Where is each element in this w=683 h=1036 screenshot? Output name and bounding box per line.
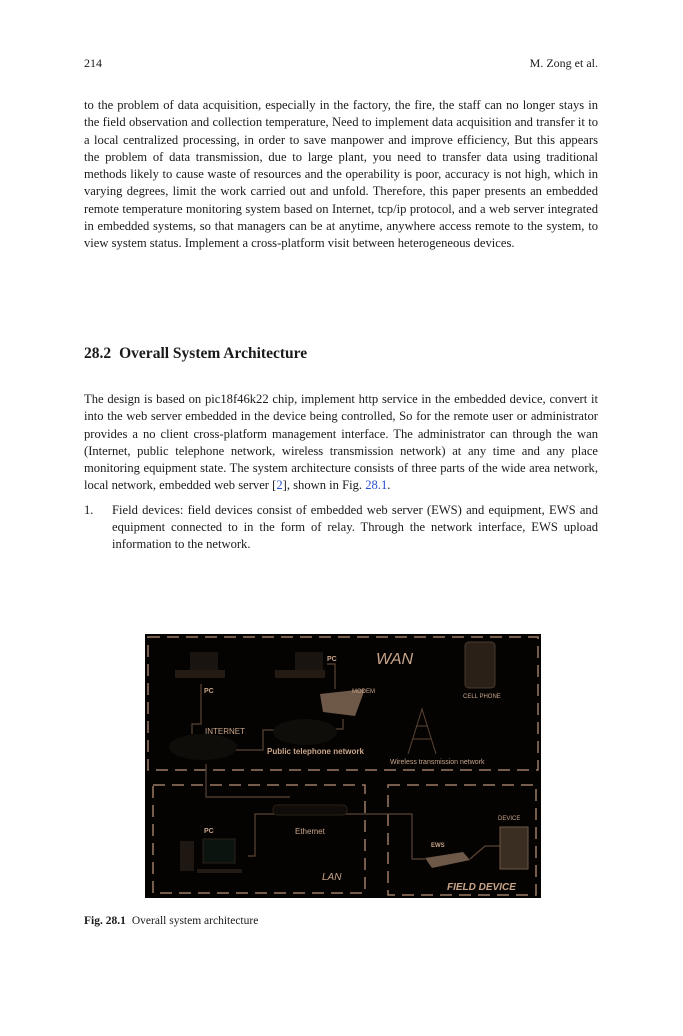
running-header	[84, 56, 598, 71]
wan-label: WAN	[376, 651, 414, 668]
pc-top-left-icon	[175, 652, 225, 678]
tower-icon	[408, 709, 436, 754]
architecture-figure	[145, 634, 541, 898]
section-title: Overall System Architecture	[119, 345, 308, 362]
pstn-label: Public telephone network	[267, 747, 364, 756]
cell-phone-icon	[465, 642, 495, 688]
pc-label: PC	[204, 828, 214, 835]
ethernet-label: Ethemet	[295, 827, 325, 836]
pc-label: PC	[327, 656, 337, 663]
modem-label: MODEM	[352, 689, 375, 695]
pc-top-mid-icon	[275, 652, 325, 678]
switch-icon	[273, 805, 347, 815]
internet-label: INTERNET	[205, 727, 245, 736]
paragraph-text: .	[387, 478, 391, 493]
figure-caption	[84, 915, 258, 927]
paragraph-text: The design is based on pic18f46k22 chip, implement http service in the embedded device, convert it into the web server embedded in the device being controlled, So for the remote user or administrator provides a no client cross-platform management interface. The administrator can through the wan (Internet, public telephone network, wireless transmission network) at any time and any place monitoring equipment state. The system architecture consists of three parts of the wide area network, local network, embedded web server [	[84, 392, 598, 493]
page-number: 214	[84, 56, 102, 70]
citation-link[interactable]: 2	[276, 478, 283, 493]
ews-label: EWS	[431, 843, 445, 849]
caption-text: Overall system architecture	[131, 915, 259, 927]
ews-icon	[425, 852, 470, 868]
list-number: 1.	[84, 502, 94, 517]
figure-link[interactable]: 28.1	[365, 478, 388, 493]
architecture-diagram	[145, 634, 541, 898]
section-paragraph	[84, 391, 598, 495]
lan-label: LAN	[322, 872, 342, 883]
section-heading	[84, 345, 307, 363]
list-text: Field devices: field devices consist of embedded web server (EWS) and equipment, EWS and equipment connected to in the form of relay. Through the network interface, EWS upload information to the network.	[112, 502, 598, 552]
pc-lan-icon	[180, 839, 242, 873]
list-item	[84, 502, 598, 554]
pc-label: PC	[204, 688, 214, 695]
wireless-label: Wireless transmission network	[390, 759, 485, 766]
section-body	[84, 391, 598, 554]
cloud-pstn-icon	[273, 719, 337, 745]
field-device-label: FIELD DEVICE	[447, 882, 516, 893]
cell-phone-label: CELL PHONE	[463, 694, 501, 700]
device-label: DEVICE	[498, 816, 521, 822]
running-authors: M. Zong et al.	[529, 56, 598, 70]
cloud-internet-icon	[169, 734, 237, 760]
section-number: 28.2	[84, 345, 112, 362]
paragraph-text: ], shown in Fig.	[282, 478, 366, 493]
intro-paragraph: to the problem of data acquisition, especially in the factory, the fire, the staff can no longer stays in the field observation and collection temperature, Need to implement data acquisition and transfer it to a local centralized processing, in order to save manpower and improve efficiency, But this appears the problem of data transmission, due to large plant, you need to transfer data using traditional methods likely to cause waste of resources and the operability is poor, accuracy is not high, which in varying degrees, limit the work carried out and unfold. Therefore, this paper presents an embedded remote temperature monitoring system based on Internet, tcp/ip protocol, and a web server integrated in embedded systems, so that managers can be at anytime, anywhere access remote to the system, to view system status. Implement a cross-platform visit between heterogeneous devices.	[84, 98, 598, 251]
device-icon	[500, 827, 528, 869]
caption-label: Fig. 28.1	[84, 915, 126, 927]
